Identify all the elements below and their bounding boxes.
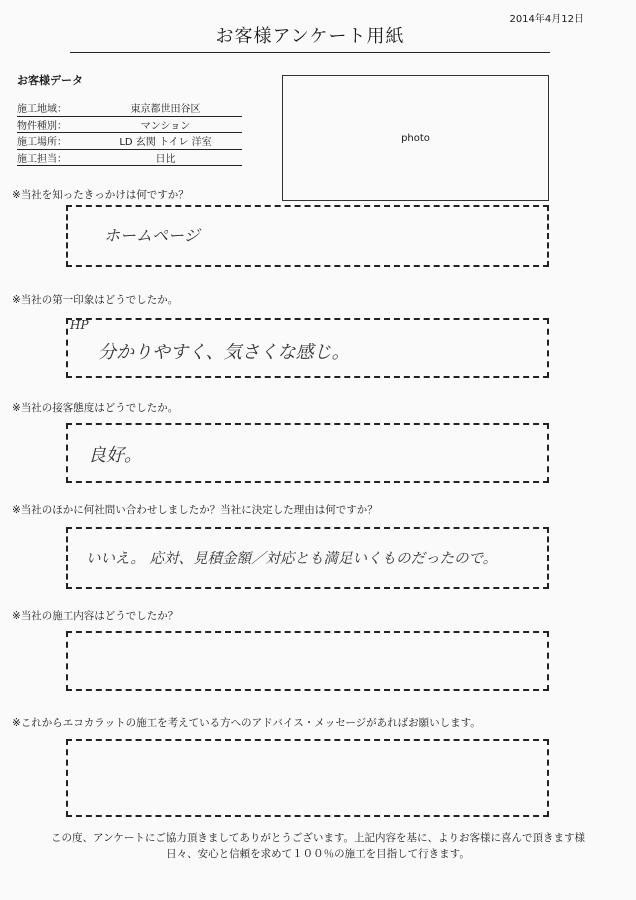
info-label: 施工地域： — [17, 104, 67, 116]
info-label: 物件種別： — [17, 120, 67, 132]
question-3: ※当社の接客態度はどうでしたか。 — [12, 402, 179, 414]
footer-message — [0, 830, 636, 862]
info-row-staff — [17, 150, 242, 167]
answer-box-1 — [66, 205, 549, 267]
question-2: ※当社の第一印象はどうでしたか。 — [12, 294, 179, 306]
answer-2: 分かりやすく、気さくな感じ。 — [98, 342, 350, 363]
question-5: ※当社の施工内容はどうでしたか？ — [12, 610, 179, 622]
answer-box-6 — [66, 739, 549, 817]
answer-1: ホームページ — [104, 226, 200, 245]
question-4: ※当社のほかに何社問い合わせしましたか？当社に決定した理由は何ですか？ — [12, 504, 378, 516]
page-title: お客様アンケート用紙 — [70, 22, 550, 53]
answer-4: いいえ。 応対、見積金額／対応とも満足いくものだったので。 — [86, 551, 498, 567]
info-label: 施工場所： — [17, 137, 67, 149]
info-value: 東京都世田谷区 — [130, 104, 201, 116]
answer-box-2 — [66, 318, 549, 378]
answer-box-3 — [66, 423, 549, 483]
customer-info-table — [17, 100, 242, 166]
question-1: ※当社を知ったきっかけは何ですか？ — [12, 189, 189, 201]
info-value: LD 玄関 トイレ 洋室 — [119, 137, 212, 149]
info-row-location — [17, 133, 242, 150]
answer-box-5 — [66, 631, 549, 691]
answer-box-4 — [66, 527, 549, 589]
photo-placeholder — [282, 75, 549, 201]
answer-3: 良好。 — [88, 445, 142, 466]
survey-date: 2014年4月12日 — [509, 14, 584, 25]
footer-line-2: 日々、安心と信頼を求めて１００％の施工を目指して行きます。 — [166, 848, 470, 860]
question-6: ※これからエコカラットの施工を考えている方へのアドバイス・メッセージがあればお願いします。 — [12, 717, 481, 729]
info-row-area — [17, 100, 242, 117]
info-row-property-type — [17, 117, 242, 134]
info-value: 日比 — [155, 153, 176, 165]
info-value: マンション — [140, 120, 191, 132]
info-label: 施工担当： — [17, 153, 67, 165]
photo-label: photo — [401, 132, 430, 144]
footer-line-1: この度、アンケートにご協力頂きましてありがとうございます。上記内容を基に、よりお客様に喜んで頂きます様 — [50, 832, 586, 844]
customer-data-heading: お客様データ — [17, 74, 83, 87]
answer-2-note: HP — [70, 318, 89, 332]
